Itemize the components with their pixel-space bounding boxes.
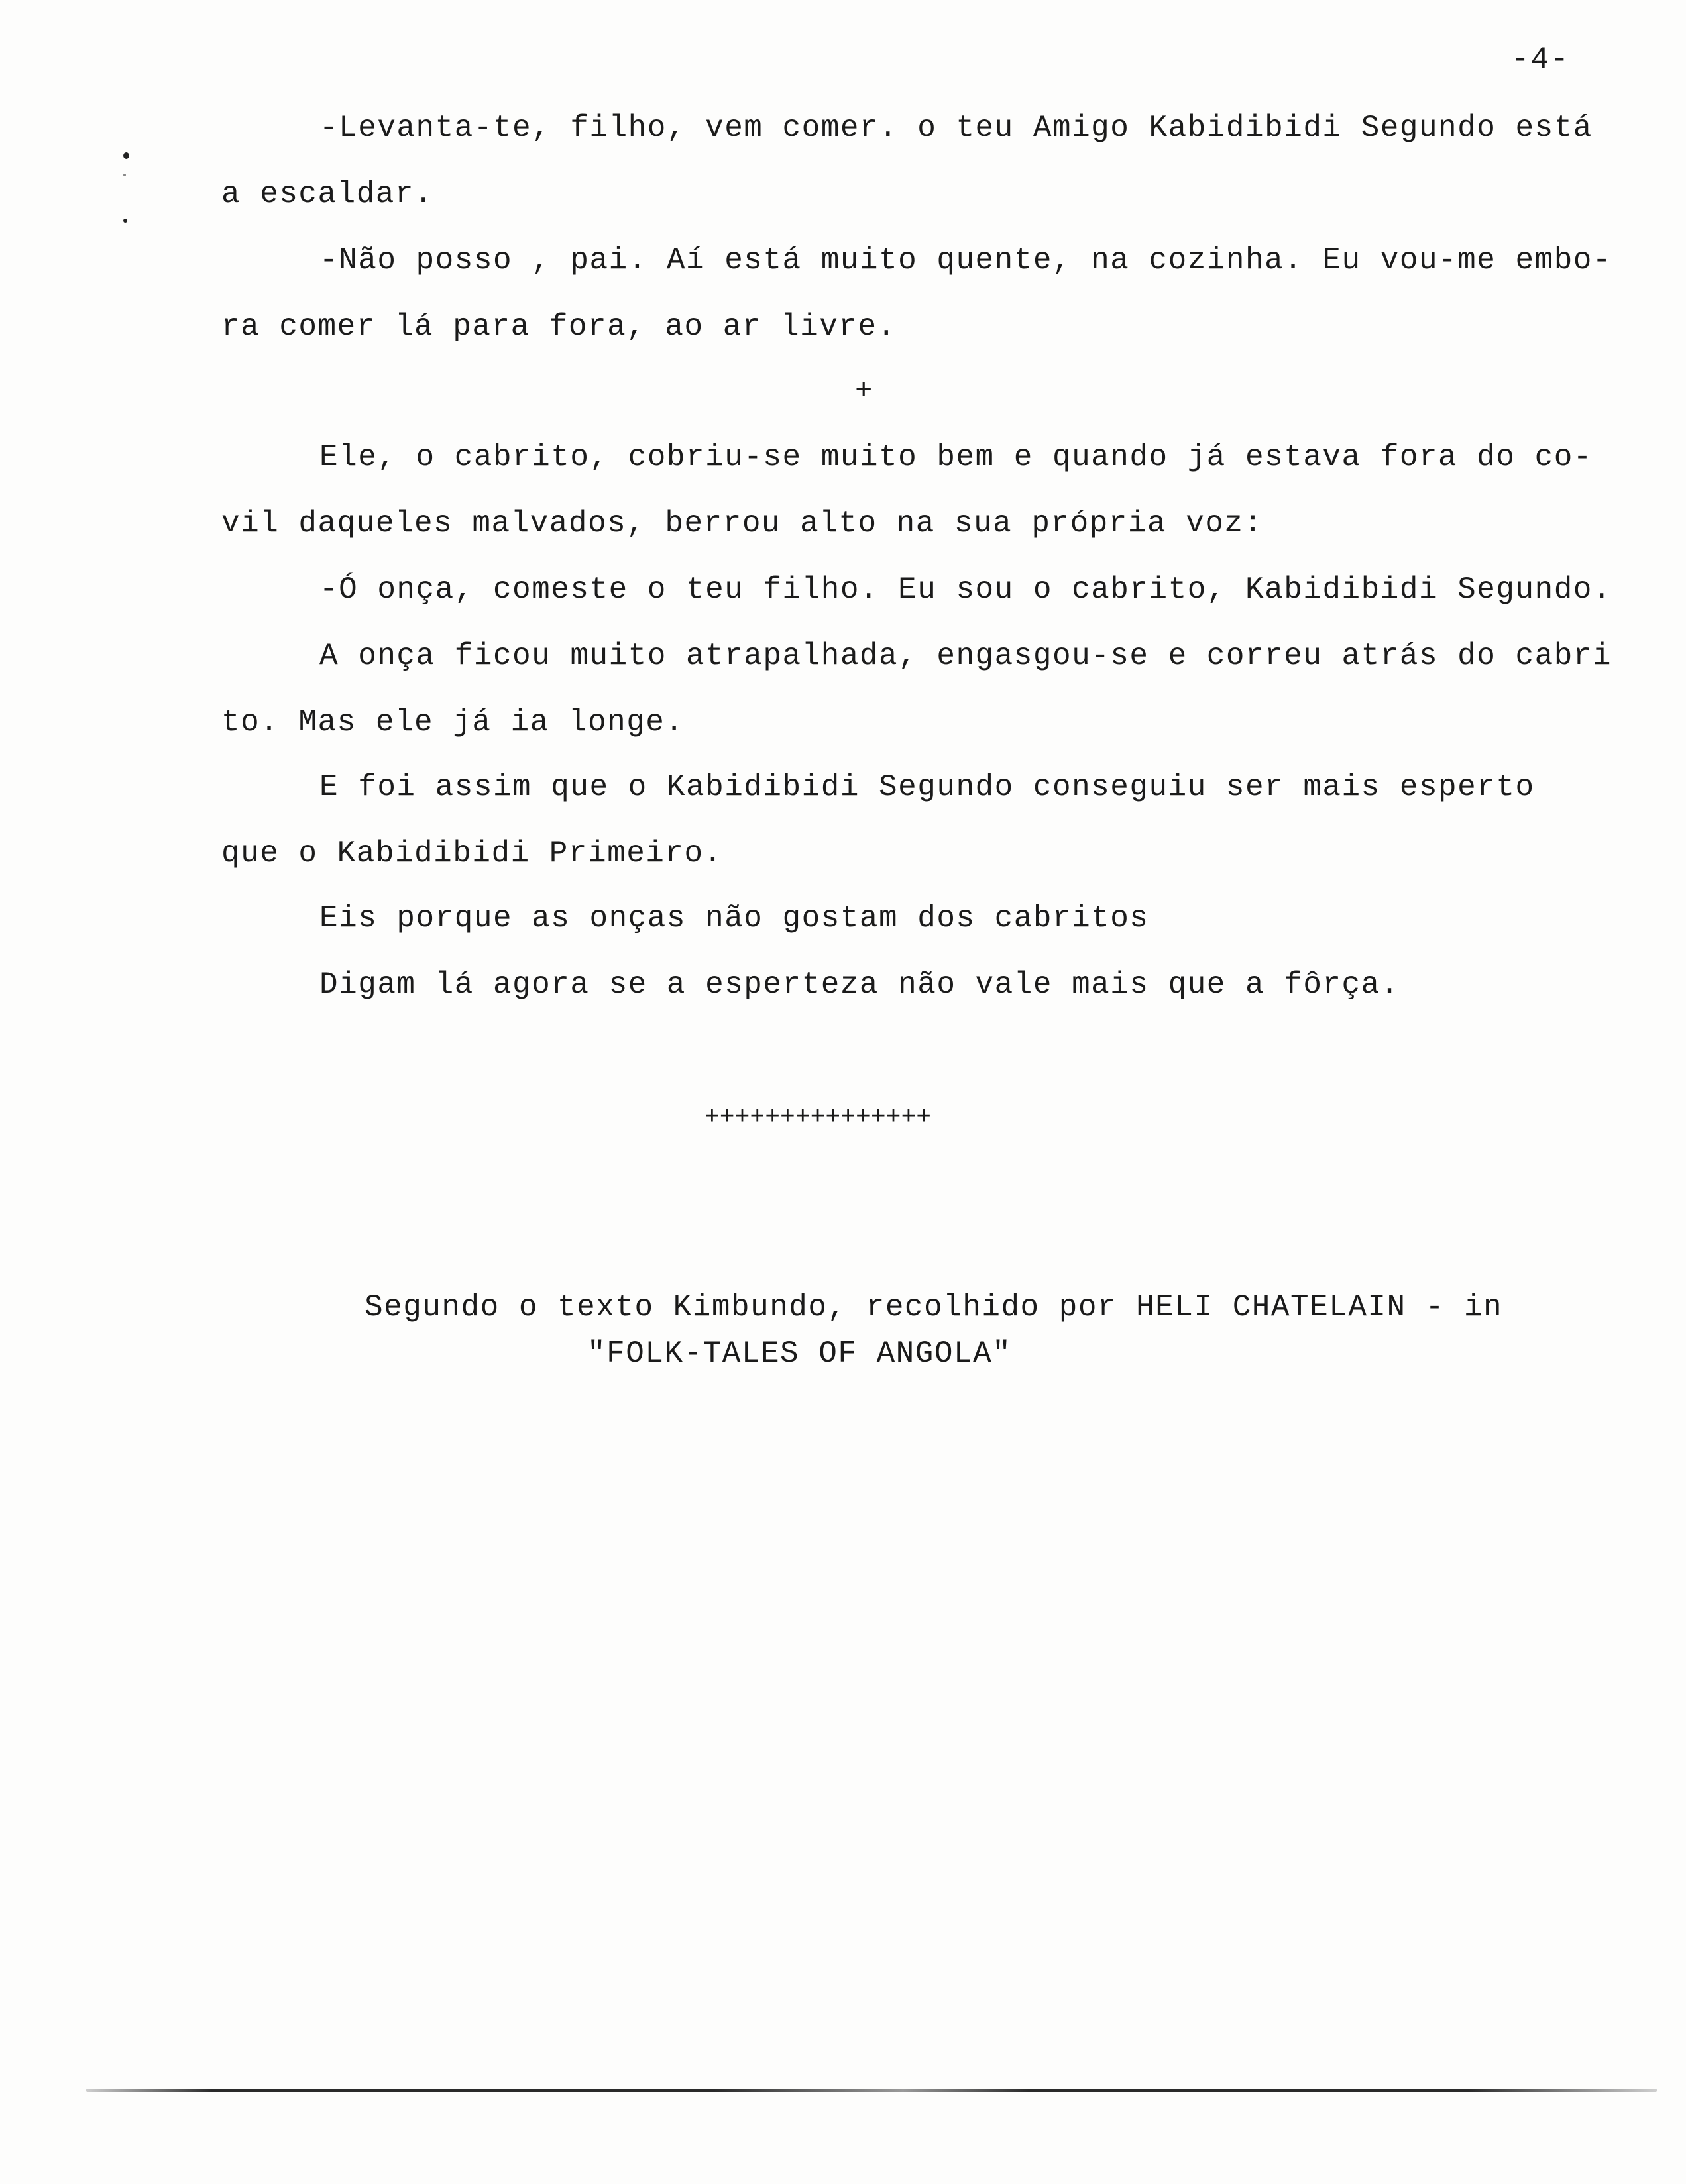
body-line: -Não posso , pai. Aí está muito quente, na cozinha. Eu vou-me embo- — [319, 243, 1612, 278]
body-line: -Ó onça, comeste o teu filho. Eu sou o cabrito, Kabidibidi Segundo. — [319, 573, 1612, 607]
body-line: A onça ficou muito atrapalhada, engasgou-se e correu atrás do cabri — [319, 639, 1612, 673]
source-attribution: Segundo o texto Kimbundo, recolhido por HELI CHATELAIN - in — [365, 1290, 1503, 1325]
page-number: -4- — [1511, 42, 1570, 77]
body-line: que o Kabidibidi Primeiro. — [221, 836, 723, 871]
body-line: Eis porque as onças não gostam dos cabritos — [319, 901, 1149, 936]
body-line: E foi assim que o Kabidibidi Segundo conseguiu ser mais esperto — [319, 770, 1535, 804]
bottom-rule — [86, 2089, 1657, 2092]
source-title: "FOLK-TALES OF ANGOLA" — [587, 1337, 1012, 1371]
section-break: + — [855, 375, 873, 408]
end-mark: +++++++++++++++ — [704, 1103, 932, 1132]
body-line: a escaldar. — [221, 177, 434, 211]
body-line: Ele, o cabrito, cobriu-se muito bem e quando já estava fora do co- — [319, 440, 1593, 474]
body-line: -Levanta-te, filho, vem comer. o teu Amigo Kabidibidi Segundo está — [319, 111, 1593, 145]
body-line: ra comer lá para fora, ao ar livre. — [221, 309, 897, 344]
body-line: vil daqueles malvados, berrou alto na sua própria voz: — [221, 506, 1263, 541]
body-line: Digam lá agora se a esperteza não vale mais que a fôrça. — [319, 967, 1400, 1002]
margin-dot — [123, 219, 127, 223]
margin-dot — [123, 174, 126, 176]
body-line: to. Mas ele já ia longe. — [221, 705, 685, 739]
margin-dot — [123, 152, 129, 159]
